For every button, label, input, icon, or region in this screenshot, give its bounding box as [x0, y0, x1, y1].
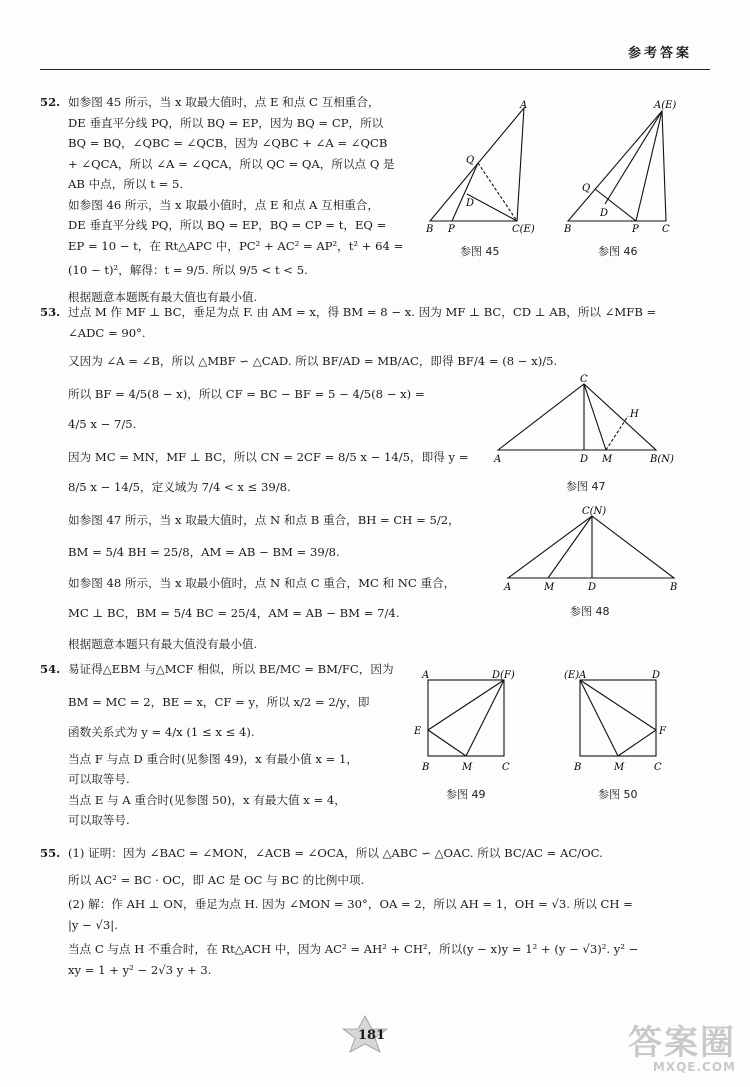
fig50-label-b: B — [574, 762, 582, 773]
page-header-title: 参考答案 — [627, 46, 692, 61]
problem-number: 54. — [40, 662, 61, 676]
problem-number: 55. — [40, 846, 61, 860]
fig49-label-df: D(F) — [492, 670, 515, 681]
text-line: 可以取等号. — [68, 813, 130, 827]
text-line: 如参图 46 所示，当 x 取最小值时，点 E 和点 A 互相重合， — [68, 197, 380, 212]
header-rule — [40, 69, 710, 70]
fig45-label-p: P — [448, 224, 455, 235]
figure-50-caption: 参图 50 — [598, 788, 638, 801]
text-line: 函数关系式为 y = 4/x (1 ≤ x ≤ 4). — [68, 725, 255, 739]
text-line: + ∠QCA，所以 ∠A = ∠QCA，所以 QC = QA，所以点 Q 是 — [68, 156, 395, 171]
figure-45-caption: 参图 45 — [460, 245, 500, 258]
text-line: 如参图 45 所示，当 x 取最大值时，点 E 和点 C 互相重合， — [68, 95, 380, 109]
fig47-label-h: H — [630, 409, 639, 420]
text-line: 8/5 x − 14/5，定义域为 7/4 < x ≤ 39/8. — [68, 480, 291, 494]
fig47-label-c: C — [580, 374, 588, 385]
fig48-label-d: D — [588, 582, 597, 593]
text-line: EP = 10 − t，在 Rt△APC 中，PC² + AC² = AP²，t² + 64 = — [68, 238, 404, 253]
watermark — [628, 1015, 736, 1074]
text-line: ∠ADC = 90°. — [68, 325, 146, 340]
figure-47 — [488, 372, 688, 467]
fig48-label-m: M — [544, 582, 555, 593]
text-line: 根据题意本题既有最大值也有最小值. — [68, 289, 258, 304]
fig45-label-d: D — [466, 198, 475, 209]
fig46-label-ae: A(E) — [654, 100, 677, 111]
text-line: 当点 C 与点 H 不重合时，在 Rt△ACH 中，因为 AC² = AH² + CH²，所以(y − x)y = 1² + (y − √3)². y² − — [68, 942, 639, 956]
figure-46-caption: 参图 46 — [598, 245, 638, 258]
text-line: DE 垂直平分线 PQ，所以 BQ = EP，因为 BQ = CP，所以 — [68, 115, 384, 130]
fig50-label-f: F — [659, 726, 666, 737]
fig47-label-d: D — [580, 454, 589, 465]
problem-54 — [40, 659, 408, 831]
fig50-label-ea: (E)A — [564, 670, 587, 681]
fig49-label-b: B — [422, 762, 430, 773]
fig49-label-m: M — [462, 762, 473, 773]
problem-53 — [40, 302, 708, 654]
fig48-label-a: A — [504, 582, 512, 593]
fig45-label-q: Q — [466, 155, 475, 166]
text-line: BQ = BQ，∠QBC = ∠QCB，因为 ∠QBC + ∠A = ∠QCB — [68, 136, 388, 150]
text-line: xy = 1 + y² − 2√3 y + 3. — [68, 962, 212, 977]
text-line: 4/5 x − 7/5. — [68, 417, 137, 431]
text-line: 可以取等号. — [68, 772, 130, 786]
fig49-label-a: A — [422, 670, 430, 681]
text-line: (1) 证明：因为 ∠BAC = ∠MON，∠ACB = ∠OCA，所以 △ABC ∽ △OAC. 所以 BC/AC = AC/OC. — [68, 846, 603, 860]
fig50-label-c: C — [654, 762, 662, 773]
text-line: (2) 解：作 AH ⊥ ON，垂足为点 H. 因为 ∠MON = 30°，OA = 2，所以 AH = 1，OH = √3. 所以 CH = — [68, 897, 633, 911]
figure-50 — [562, 666, 672, 778]
text-line: MC ⊥ BC，BM = 5/4 BC = 25/4，AM = AB − BM = 7/4. — [68, 606, 400, 620]
text-line: |y − √3|. — [68, 917, 118, 932]
figure-48 — [500, 502, 690, 594]
fig49-label-c: C — [502, 762, 510, 773]
fig46-label-d: D — [600, 208, 609, 219]
text-line: (10 − t)²，解得：t = 9/5. 所以 9/5 < t < 5. — [68, 263, 308, 277]
fig50-label-m: M — [614, 762, 625, 773]
text-line: 如参图 48 所示，当 x 取最小值时，点 N 和点 C 重合，MC 和 NC 重合， — [68, 575, 456, 590]
text-line: 又因为 ∠A = ∠B，所以 △MBF ∽ △CAD. 所以 BF/AD = MB/AC，即得 BF/4 = (8 − x)/5. — [68, 354, 558, 368]
fig48-label-b: B — [670, 582, 678, 593]
problem-52 — [40, 92, 418, 307]
fig46-label-c: C — [662, 224, 670, 235]
figure-48-caption: 参图 48 — [570, 605, 610, 618]
fig47-label-a: A — [494, 454, 502, 465]
figure-47-caption: 参图 47 — [566, 480, 606, 493]
text-line: 如参图 47 所示，当 x 取最大值时，点 N 和点 B 重合，BH = CH = 5/2， — [68, 512, 460, 527]
text-line: 易证得△EBM 与△MCF 相似，所以 BE/MC = BM/FC，因为 — [68, 662, 394, 676]
text-line: 当点 F 与点 D 重合时(见参图 49)，x 有最小值 x = 1， — [68, 751, 358, 766]
problem-55 — [40, 843, 708, 980]
fig46-label-b: B — [564, 224, 572, 235]
problem-number: 53. — [40, 305, 61, 319]
fig45-label-b: B — [426, 224, 434, 235]
page-number: 181 — [358, 1028, 386, 1043]
watermark-logo-text: 答案圈 — [628, 1023, 736, 1063]
fig49-label-e: E — [414, 726, 422, 737]
fig45-label-ce: C(E) — [512, 224, 535, 235]
text-line: BM = MC = 2，BE = x，CF = y，所以 x/2 = 2/y，即 — [68, 694, 370, 709]
figure-45 — [422, 96, 542, 236]
text-line: 过点 M 作 MF ⊥ BC，垂足为点 F. 由 AM = x，得 BM = 8 − x. 因为 MF ⊥ BC，CD ⊥ AB，所以 ∠MFB = — [68, 305, 657, 319]
figure-49-caption: 参图 49 — [446, 788, 486, 801]
watermark-url: MXQE.COM — [652, 1060, 736, 1074]
text-line: AB 中点，所以 t = 5. — [68, 177, 184, 191]
text-line: 因为 MC = MN，MF ⊥ BC，所以 CN = 2CF = 8/5 x − 14/5，即得 y = — [68, 449, 469, 464]
text-line: 当点 E 与 A 重合时(见参图 50)，x 有最大值 x = 4， — [68, 792, 346, 807]
fig48-label-cn: C(N) — [582, 506, 607, 517]
figure-49 — [410, 666, 520, 778]
text-line: 所以 AC² = BC · OC，即 AC 是 OC 与 BC 的比例中项. — [68, 872, 365, 887]
fig50-label-d: D — [652, 670, 661, 681]
fig46-label-q: Q — [582, 183, 591, 194]
fig47-label-bn: B(N) — [650, 454, 674, 465]
fig46-label-p: P — [632, 224, 639, 235]
problem-number: 52. — [40, 95, 61, 109]
fig47-label-m: M — [602, 454, 613, 465]
fig45-label-a: A — [520, 100, 528, 111]
text-line: 所以 BF = 4/5(8 − x)，所以 CF = BC − BF = 5 − 4/5(8 − x) = — [68, 386, 425, 401]
figure-46 — [558, 96, 678, 236]
text-line: 根据题意本题只有最大值没有最小值. — [68, 636, 258, 651]
text-line: DE 垂直平分线 PQ，所以 BQ = EP，BQ = CP = t，EQ = — [68, 218, 387, 232]
text-line: BM = 5/4 BH = 25/8，AM = AB − BM = 39/8. — [68, 545, 340, 559]
